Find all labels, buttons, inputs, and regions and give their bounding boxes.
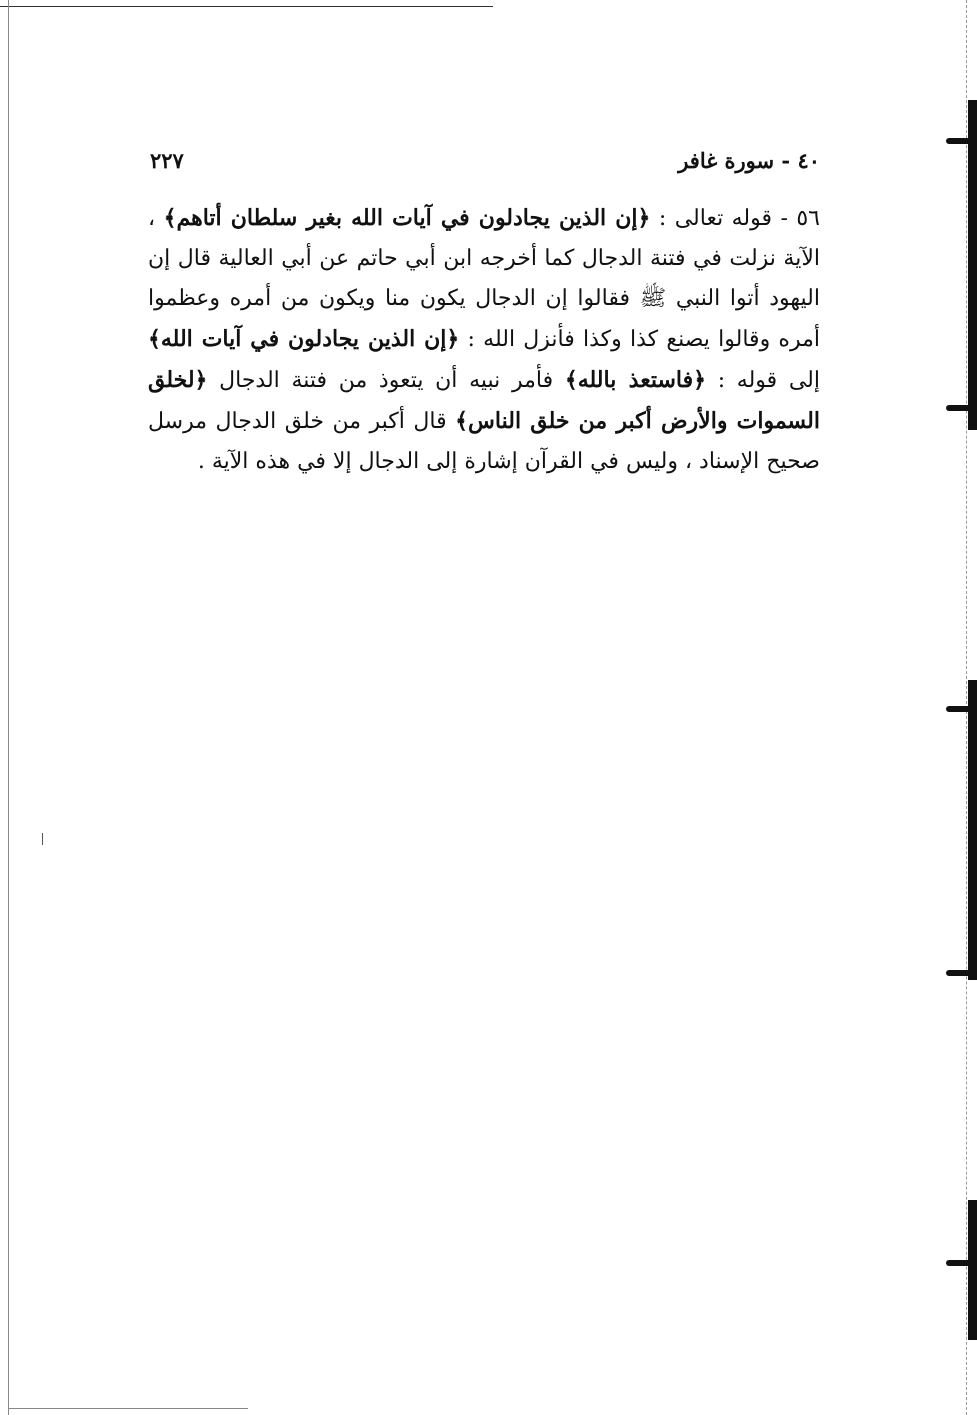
running-header bbox=[150, 143, 820, 177]
binding-stitch-mark bbox=[946, 405, 977, 411]
binding-stitch-mark bbox=[946, 138, 977, 144]
page-number: ٢٢٧ bbox=[150, 147, 184, 173]
binding-stitch-mark bbox=[946, 970, 977, 976]
binding-shadow-upper bbox=[968, 100, 977, 430]
commentary-text: قال أكبر من خلق الدجال مرسل صحيح الإسناد ، وليس في القرآن إشارة إلى الدجال إلا في هذه الآية . bbox=[148, 409, 820, 474]
scan-speck bbox=[42, 833, 43, 845]
binding-stitch-mark bbox=[946, 706, 977, 712]
commentary-text: إلى قوله : bbox=[717, 368, 820, 393]
commentary-text: ، الآية نزلت في فتنة الدجال كما أخرجه ابن أبي حاتم عن أبي العالية قال إن اليهود أتوا النبي ﷺ فقالوا إن الدجال يكون منا ويكون من أمره وعظموا أمره وقالوا يصنع كذا وكذا فأنزل الله : bbox=[148, 206, 820, 352]
entry-number: ٥٦ - bbox=[780, 206, 820, 231]
binding-shadow-middle bbox=[968, 680, 977, 980]
top-scan-edge bbox=[0, 6, 493, 7]
quran-verse: ﴿لخلق السموات والأرض أكبر من خلق الناس﴾ bbox=[148, 367, 820, 434]
left-scan-edge bbox=[8, 0, 9, 1415]
commentary-text: فأمر نبيه أن يتعوذ من فتنة الدجال bbox=[219, 368, 554, 393]
chapter-title: ٤٠ - سورة غافر bbox=[678, 147, 820, 173]
bottom-scan-edge bbox=[8, 1408, 248, 1409]
entry-paragraph bbox=[148, 198, 820, 482]
quran-verse: ﴿إن الذين يجادلون في آيات الله﴾ bbox=[148, 326, 460, 352]
quran-verse: ﴿إن الذين يجادلون في آيات الله بغير سلطان أتاهم﴾ bbox=[163, 205, 651, 231]
entry-intro: قوله تعالى : bbox=[658, 206, 773, 231]
binding-stitch-mark bbox=[946, 1260, 977, 1266]
binding-shadow-lower bbox=[968, 1200, 977, 1340]
quran-verse: ﴿فاستعذ بالله﴾ bbox=[564, 367, 706, 393]
